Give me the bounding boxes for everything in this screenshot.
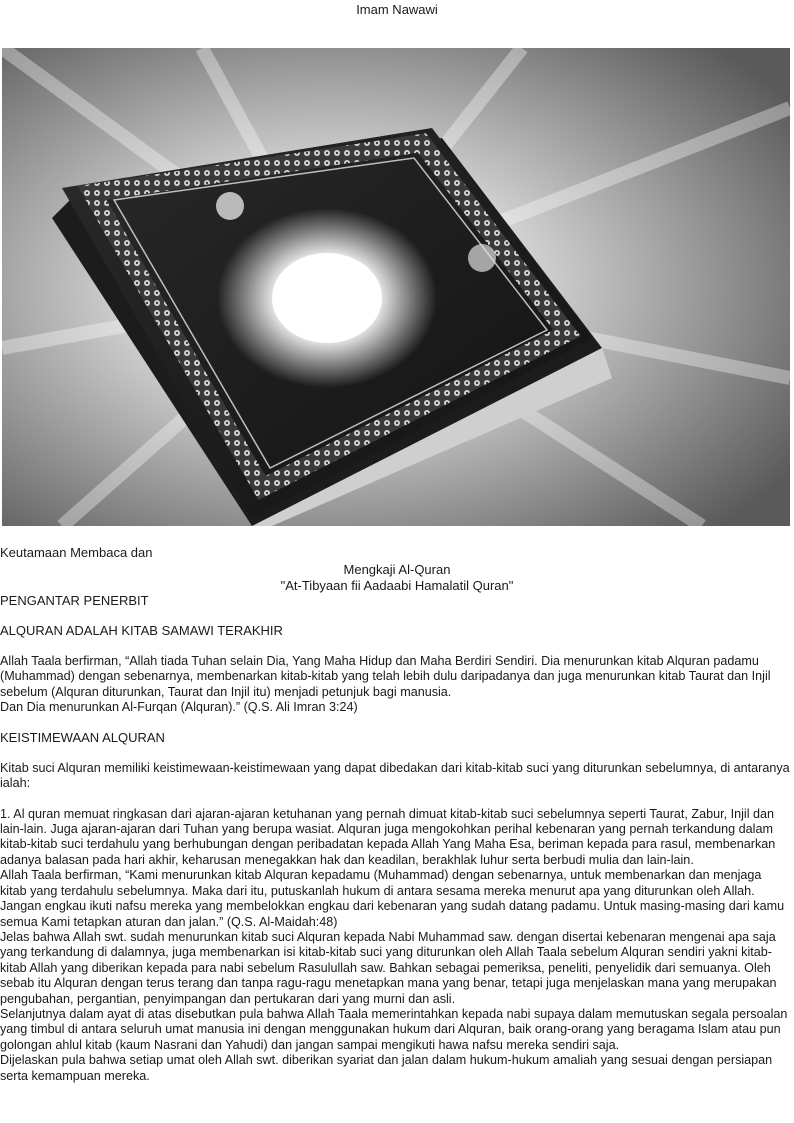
caption-line-2: Mengkaji Al-Quran: [343, 562, 451, 577]
document-body: [0, 593, 790, 1084]
caption-title: [0, 562, 794, 594]
section-heading-1: ALQURAN ADALAH KITAB SAMAWI TERAKHIR: [0, 623, 283, 639]
cover-image: [2, 48, 790, 526]
paragraph-7: Selanjutnya dalam ayat di atas disebutkan pula bahwa Allah Taala memerintahkan kepada nabi supaya dalam memutuskan segala persoalan yang timbul di antara seluruh umat manusia ini dengan menggunakan hukum dari Alquran, baik orang-orang yang beragama Islam atau pun golongan ahlul kitab (kaum Nasrani dan Yahudi) dan jangan sampai mengikuti hawa nafsu mereka sendiri saja.: [0, 1006, 788, 1052]
caption-line-1: Keutamaan Membaca dan: [0, 545, 153, 560]
paragraph-8: Dijelaskan pula bahwa setiap umat oleh Allah swt. diberikan syariat dan jalan dalam hukum-hukum amaliah yang sesuai dengan persiapan serta kemampuan mereka.: [0, 1053, 773, 1083]
paragraph-4: 1. Al quran memuat ringkasan dari ajaran-ajaran ketuhanan yang pernah dimuat kitab-kitab suci sebelumnya seperti Taurat, Zabur, Injil dan lain-lain. Juga ajaran-ajaran dari Tuhan yang berupa wasiat. Alquran juga mengokohkan perihal kebenaran yang pernah terkandung dalam kitab-kitab suci terdahulu yang berhubungan dengan peribadatan kepada Allah Yang Maha Esa, beriman kepada para rasul, membenarkan adanya balasan pada hari akhir, keharusan menegakkan hak dan keadilan, berakhlak luhur serta berbudi mulia dan lain-lain.: [0, 806, 776, 867]
paragraph-5: Allah Taala berfirman, “Kami menurunkan kitab Alquran kepadamu (Muhammad) dengan sebenarnya, untuk membenarkan dan menjaga kitab yang terdahulu sebelumnya. Maka dari itu, putuskanlah hukum di antara sesama mereka menurut apa yang diturunkan oleh Allah. Jangan engkau ikuti nafsu mereka yang membelokkan engkau dari kebenaran yang sudah datang padamu. Untuk masing-masing dari kamu semua Kami tetapkan aturan dan jalan.” (Q.S. Al-Maidah:48): [0, 868, 785, 929]
caption-line-3: "At-Tibyaan fii Aadaabi Hamalatil Quran": [280, 578, 514, 593]
paragraph-2: Dan Dia menurunkan Al-Furqan (Alquran).” (Q.S. Ali Imran 3:24): [0, 700, 358, 715]
author-name: Imam Nawawi: [356, 2, 438, 17]
publisher-intro-heading: PENGANTAR PENERBIT: [0, 593, 149, 608]
paragraph-6: Jelas bahwa Allah swt. sudah menurunkan kitab suci Alquran kepada Nabi Muhammad saw. dengan disertai kebenaran mengenai apa saja yang terkandung di dalamnya, juga membenarkan isi kitab-kitab suci yang diturunkan oleh Allah Taala sebelum Alquran sendiri yakni kitab-kitab Allah yang diberikan kepada para nabi sebelum Rasulullah saw. Bahkan sebagai pemeriksa, peneliti, penyelidik dari semuanya. Oleh sebab itu Alquran dengan terus terang dan tanpa ragu-ragu menetapkan mana yang benar, tetapi juga menjelaskan mana yang merupakan pengubahan, pergantian, penyimpangan dan pertukaran dari yang murni dan asli.: [0, 929, 777, 1006]
section-heading-2: KEISTIMEWAAN ALQURAN: [0, 730, 165, 746]
paragraph-1: Allah Taala berfirman, “Allah tiada Tuhan selain Dia, Yang Maha Hidup dan Maha Berdiri Sendiri. Dia menurunkan kitab Alquran padamu (Muhammad) dengan sebenarnya, membenarkan kitab-kitab yang telah lebih dulu daripadanya dan juga menurunkan kitab Taurat dan Injil sebelum (Alquran diturunkan, Taurat dan Injil itu) menjadi petunjuk bagi manusia.: [0, 653, 771, 699]
paragraph-3: Kitab suci Alquran memiliki keistimewaan-keistimewaan yang dapat dibedakan dari kitab-kitab suci yang diturunkan sebelumnya, di antaranya ialah:: [0, 760, 790, 791]
